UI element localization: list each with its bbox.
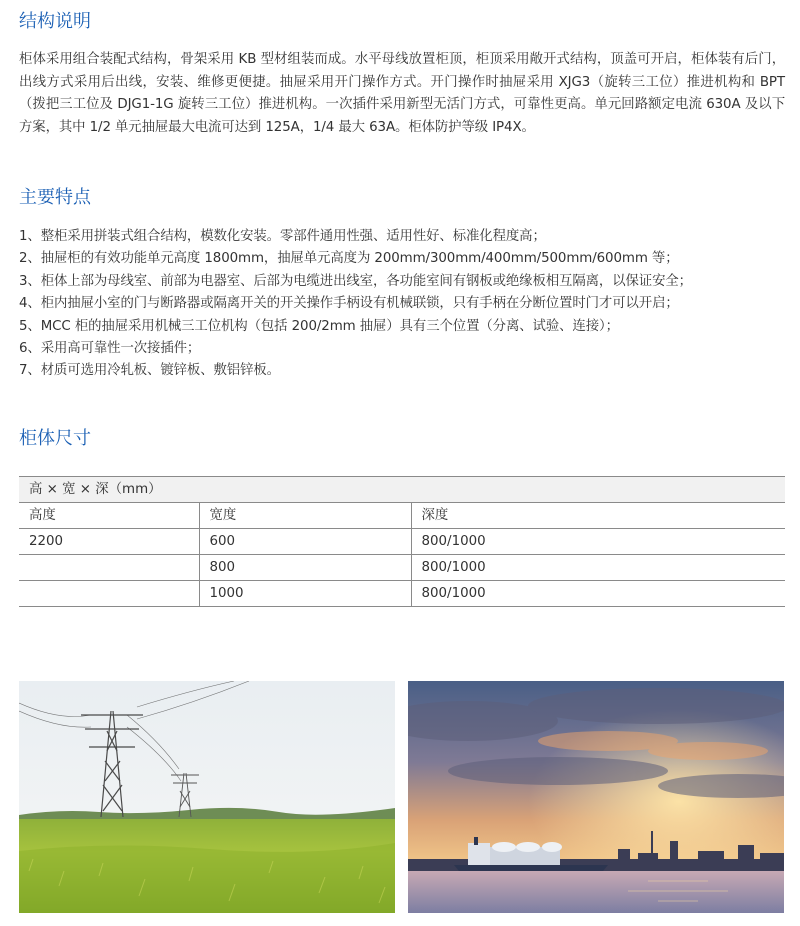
table-row (19, 529, 785, 555)
features-list (19, 226, 785, 383)
feature-item-6: 6、采用高可靠性一次接插件； (19, 341, 201, 357)
header-height: 高度 (19, 503, 199, 529)
cell-depth: 800/1000 (411, 581, 785, 607)
cell-depth: 800/1000 (411, 555, 785, 581)
cell-height: 2200 (19, 529, 199, 555)
feature-item-4: 4、柜内抽屉小室的门与断路器或隔离开关的开关操作手柄设有机械联锁，只有手柄在分断位置时门才可以开启； (19, 296, 679, 312)
structure-title: 结构说明 (19, 11, 91, 32)
cell-width: 800 (199, 555, 411, 581)
table-caption-row (19, 477, 785, 503)
table-row (19, 555, 785, 581)
cell-height (19, 581, 199, 607)
header-width: 宽度 (199, 503, 411, 529)
harbour-sunset-photo (408, 681, 784, 913)
feature-item-2: 2、抽屉柜的有效功能单元高度 1800mm，抽屉单元高度为 200mm/300mm/400mm/500mm/600mm 等； (19, 251, 679, 267)
table-row (19, 581, 785, 607)
feature-item-1: 1、整柜采用拼装式组合结构，模数化安装。零部件通用性强、适用性好、标准化程度高； (19, 229, 546, 244)
feature-item-5: 5、MCC 柜的抽屉采用机械三工位机构（包括 200/2mm 抽屉）具有三个位置（分离、试验、连接）； (19, 318, 619, 334)
table-header-row (19, 503, 785, 529)
feature-item-7: 7、材质可选用冷轧板、镀锌板、敷铝锌板。 (19, 363, 280, 379)
dimensions-title: 柜体尺寸 (19, 428, 91, 449)
feature-item-3: 3、柜体上部为母线室、前部为电器室、后部为电缆进出线室，各功能室间有钢板或绝缘板相互隔离，以保证安全； (19, 273, 692, 289)
cell-width: 600 (199, 529, 411, 555)
table-caption: 高 × 宽 × 深（mm） (19, 477, 785, 503)
cell-width: 1000 (199, 581, 411, 607)
structure-description: 柜体采用组合装配式结构，骨架采用 KB 型材组装而成。水平母线放置柜顶，柜顶采用敞开式结构，顶盖可开启，柜体装有后门，出线方式采用后出线，安装、维修更便捷。抽屉采用开门操作方式。开门操作时抽屉采用 XJG3（旋转三工位）推进机构和 BPT（拨把三工位及 DJG1-1G 旋转三工位）推进机构。一次插件采用新型无活门方式，可靠性更高。单元回路额定电流 630A 及以下方案，其中 1/2 单元抽屉最大电流可达到 125A，1/4 最大 63A。柜体防护等级 IP4X。 (19, 52, 785, 135)
power-tower-field-photo (19, 681, 395, 913)
dimensions-table (19, 476, 785, 607)
cell-height (19, 555, 199, 581)
features-title: 主要特点 (19, 187, 91, 208)
cell-depth: 800/1000 (411, 529, 785, 555)
header-depth: 深度 (411, 503, 785, 529)
